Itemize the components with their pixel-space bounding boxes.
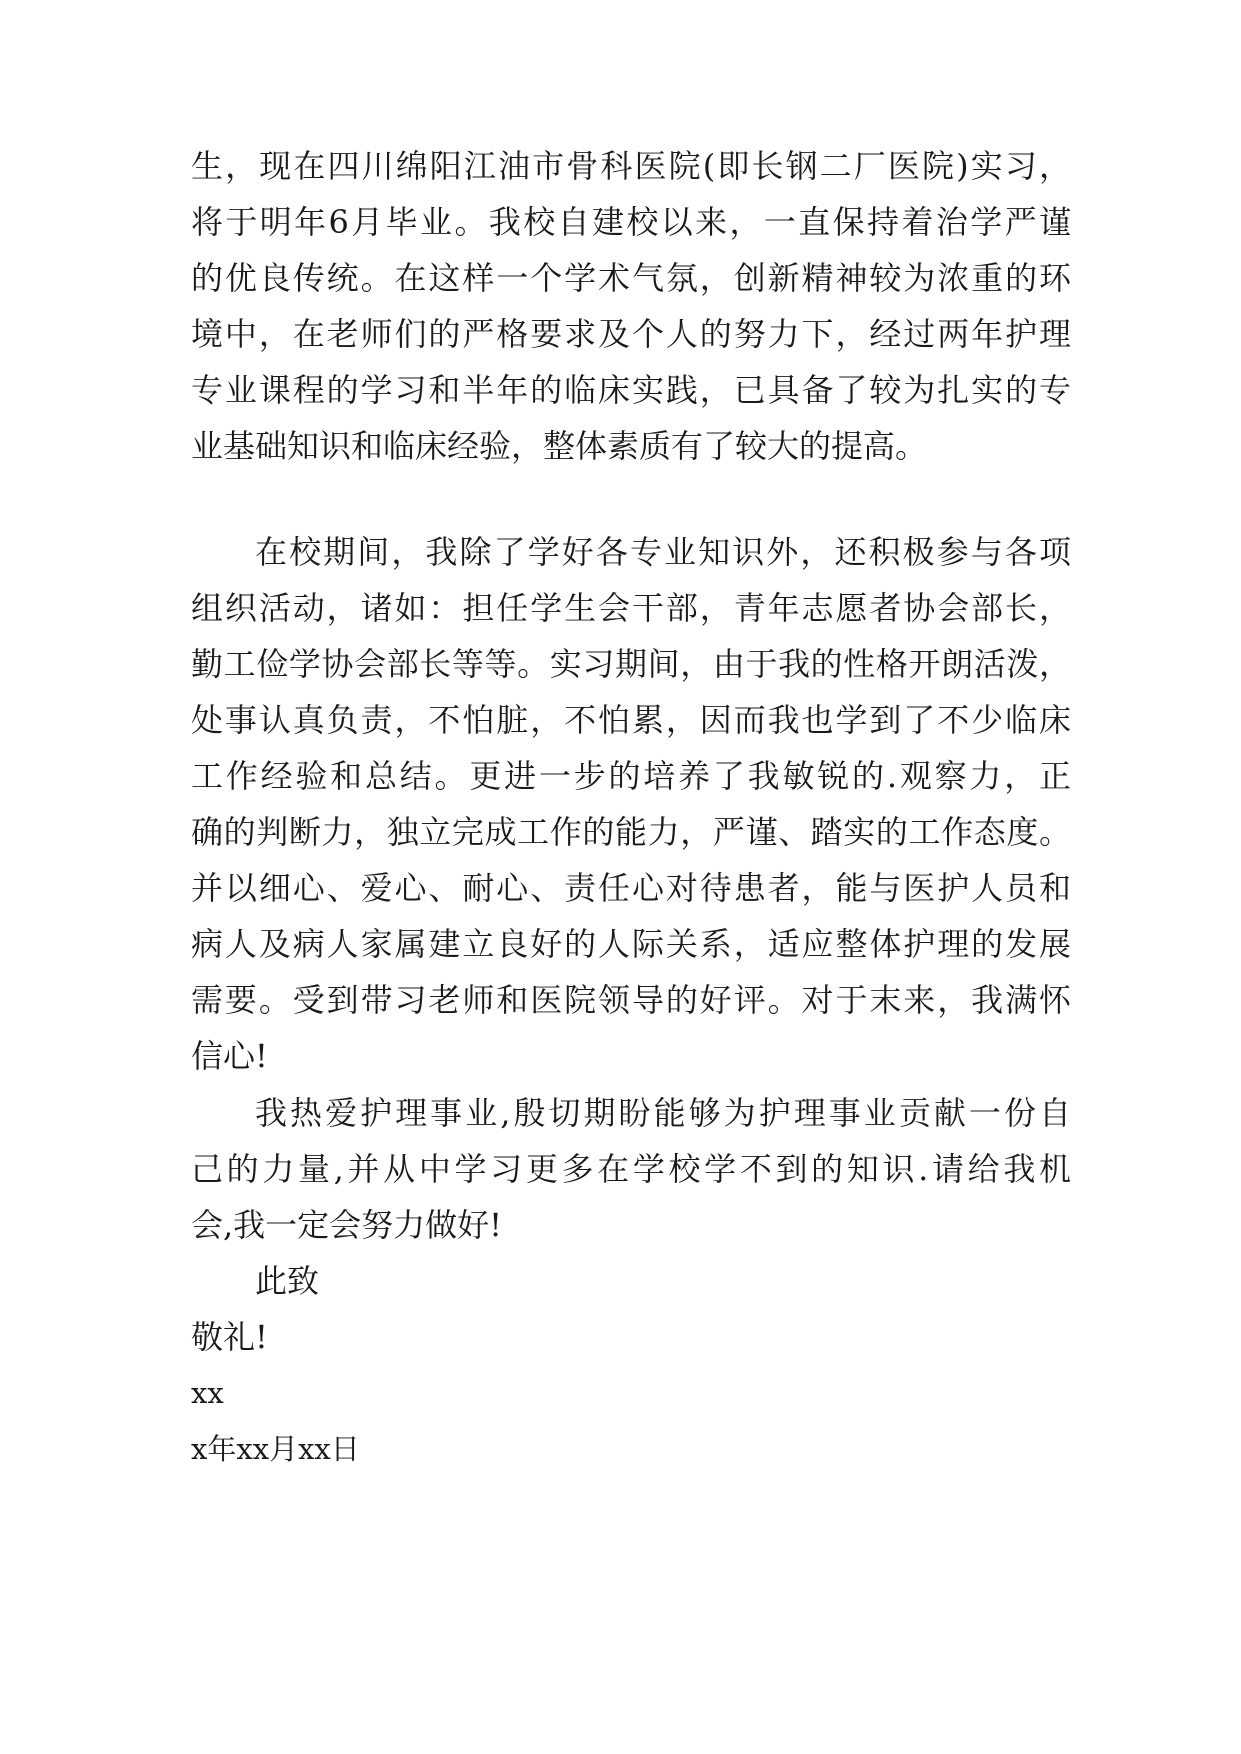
paragraph-1-line-5: 专业课程的学习和半年的临床实践，已具备了较为扎实的专: [191, 371, 1071, 409]
signature-name: xx: [191, 1376, 224, 1410]
paragraph-3-line-2: 己的力量,并从中学习更多在学校学不到的知识.请给我机: [191, 1150, 1071, 1188]
paragraph-2-line-1: 在校期间，我除了学好各专业知识外，还积极参与各项: [255, 533, 1071, 571]
paragraph-2-line-5: 工作经验和总结。更进一步的培养了我敏锐的.观察力，正: [191, 757, 1071, 795]
paragraph-2-line-7: 并以细心、爱心、耐心、责任心对待患者，能与医护人员和: [191, 869, 1071, 907]
paragraph-3-line-1: 我热爱护理事业,殷切期盼能够为护理事业贡献一份自: [255, 1094, 1071, 1132]
paragraph-3-line-3: 会,我一定会努力做好!: [191, 1206, 503, 1244]
paragraph-1-line-4: 境中，在老师们的严格要求及个人的努力下，经过两年护理: [191, 315, 1071, 353]
paragraph-2-line-6: 确的判断力，独立完成工作的能力，严谨、踏实的工作态度。: [191, 813, 1071, 851]
closing-regards: 敬礼!: [191, 1318, 268, 1356]
signature-date: x年xx月xx日: [191, 1432, 360, 1466]
paragraph-1-line-3: 的优良传统。在这样一个学术气氛，创新精神较为浓重的环: [191, 259, 1071, 297]
paragraph-2-line-10: 信心!: [191, 1037, 268, 1075]
closing-salutation: 此致: [255, 1262, 320, 1300]
paragraph-2-line-8: 病人及病人家属建立良好的人际关系，适应整体护理的发展: [191, 925, 1071, 963]
paragraph-2-line-3: 勤工俭学协会部长等等。实习期间，由于我的性格开朗活泼，: [191, 645, 1071, 683]
paragraph-2-line-2: 组织活动，诸如：担任学生会干部，青年志愿者协会部长，: [191, 589, 1071, 627]
paragraph-1-line-1: 生，现在四川绵阳江油市骨科医院(即长钢二厂医院)实习，: [191, 147, 1071, 185]
paragraph-2-line-4: 处事认真负责，不怕脏，不怕累，因而我也学到了不少临床: [191, 701, 1071, 739]
paragraph-1-line-2: 将于明年6月毕业。我校自建校以来，一直保持着治学严谨: [191, 203, 1071, 241]
paragraph-1-line-6: 业基础知识和临床经验，整体素质有了较大的提高。: [191, 427, 928, 465]
paragraph-2-line-9: 需要。受到带习老师和医院领导的好评。对于末来，我满怀: [191, 981, 1071, 1019]
